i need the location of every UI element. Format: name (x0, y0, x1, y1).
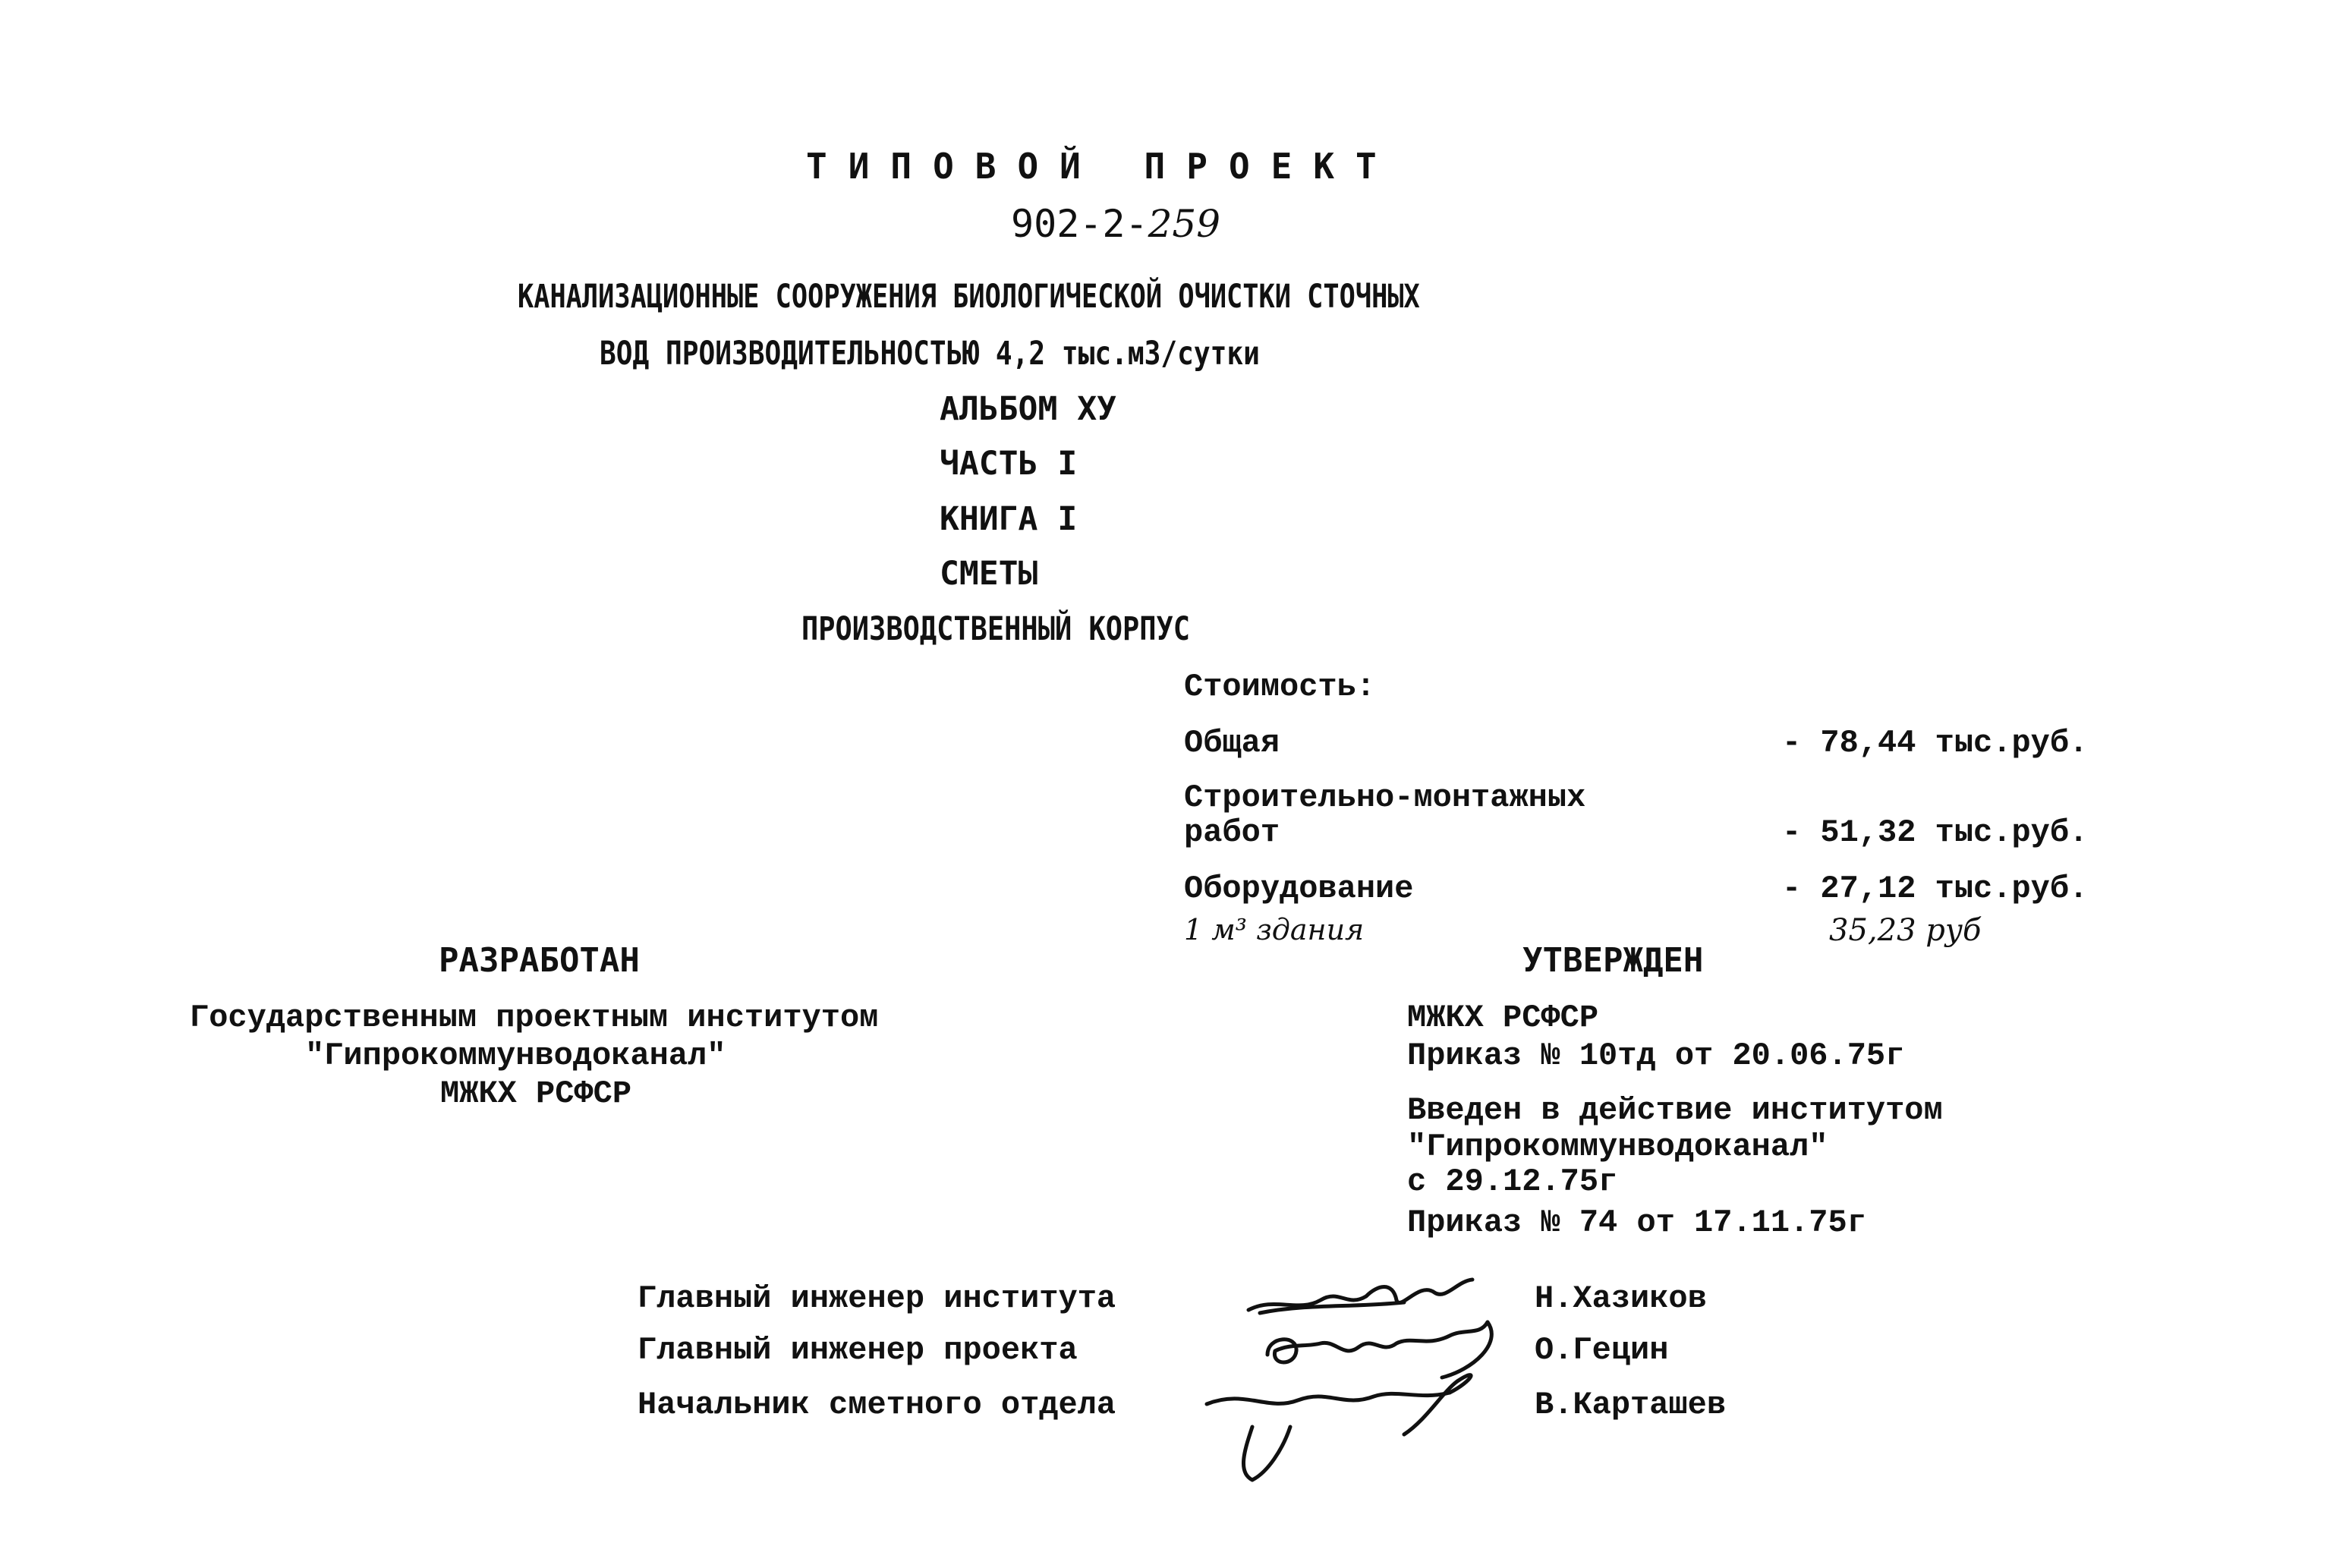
cost-heading: Стоимость: (1184, 669, 1376, 705)
cost-equipment-label: Оборудование (1184, 871, 1414, 907)
developed-line-2: "Гипрокоммунводоканал" (305, 1037, 726, 1074)
approved-heading: УТВЕРЖДЕН (1522, 941, 1704, 980)
project-number (1011, 202, 1221, 246)
developed-line-3: МЖКХ РСФСР (440, 1075, 632, 1112)
cost-total-label: Общая (1184, 725, 1280, 761)
signature-role-2: Главный инженер проекта (638, 1332, 1078, 1368)
signature-role-3: Начальник сметного отдела (638, 1387, 1116, 1423)
book-label: КНИГА I (940, 500, 1078, 538)
project-number-prefix: 902-2- (1011, 202, 1148, 246)
project-number-handwritten-suffix: 259 (1148, 202, 1221, 246)
building-label: ПРОИЗВОДСТВЕННЫЙ КОРПУС (801, 610, 1191, 648)
cost-total-value: - 78,44 тыс.руб. (1782, 725, 2089, 761)
part-label: ЧАСТЬ I (940, 445, 1078, 483)
signature-name-1: Н.Хазиков (1535, 1280, 1707, 1317)
cost-construction-label-line-2: работ (1184, 814, 1280, 851)
signature-role-1: Главный инженер института (638, 1280, 1116, 1317)
signature-name-2: О.Гецин (1535, 1332, 1669, 1368)
cost-equipment-value: - 27,12 тыс.руб. (1782, 871, 2089, 907)
approved-line-3: Введен в действие институтом (1407, 1092, 1943, 1129)
approved-line-2: Приказ № 10тд от 20.06.75г (1407, 1037, 1905, 1074)
approved-line-4: "Гипрокоммунводоканал" (1407, 1129, 1828, 1165)
section-label: СМЕТЫ (940, 555, 1038, 593)
developed-heading: РАЗРАБОТАН (439, 941, 640, 980)
signature-name-3: В.Карташев (1535, 1387, 1727, 1423)
approved-line-6: Приказ № 74 от 17.11.75г (1407, 1204, 1866, 1241)
approved-line-5: с 29.12.75г (1407, 1163, 1618, 1200)
description-line-2: ВОД ПРОИЗВОДИТЕЛЬНОСТЬЮ 4,2 тыс.м3/сутки (600, 335, 1260, 373)
cost-construction-label-line-1: Строительно-монтажных (1184, 779, 1586, 816)
document-title: ТИПОВОЙ ПРОЕКТ (806, 146, 1398, 187)
developed-line-1: Государственным проектным институтом (190, 1000, 879, 1036)
cost-construction-value: - 51,32 тыс.руб. (1782, 814, 2089, 851)
cost-per-m3-handwritten-value: 35,23 руб (1829, 913, 1982, 948)
signature-scribble-3 (1199, 1359, 1503, 1488)
album-label: АЛЬБОМ XУ (940, 390, 1116, 428)
cost-per-m3-handwritten-label: 1 м³ здания (1184, 913, 1365, 946)
description-line-1: КАНАЛИЗАЦИОННЫЕ СООРУЖЕНИЯ БИОЛОГИЧЕСКОЙ ОЧИСТКИ СТОЧНЫХ (518, 278, 1420, 316)
approved-line-1: МЖКХ РСФСР (1407, 1000, 1599, 1036)
